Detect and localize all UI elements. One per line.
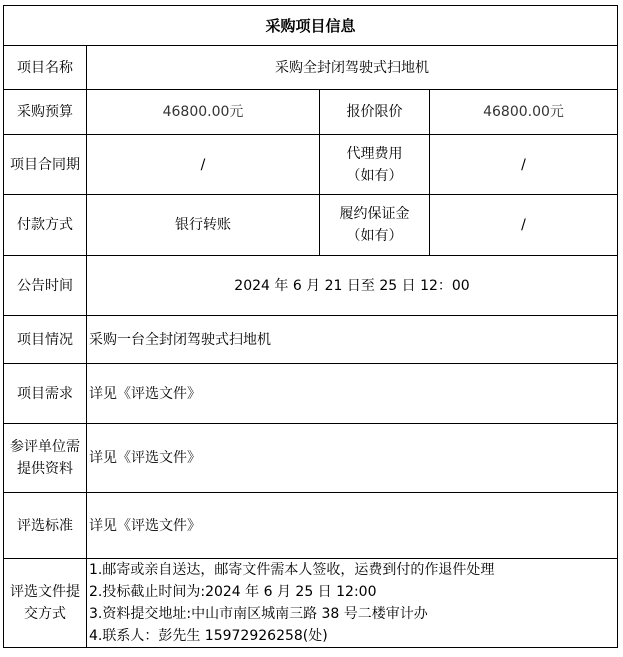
announcement-label: 公告时间 bbox=[4, 256, 87, 316]
project-situation-value: 采购一台全封闭驾驶式扫地机 bbox=[87, 316, 618, 364]
agency-fee-value: / bbox=[430, 135, 618, 195]
contract-period-label: 项目合同期 bbox=[4, 135, 87, 195]
payment-row bbox=[4, 195, 618, 256]
procurement-info-table bbox=[3, 5, 618, 648]
submission-line-4: 4.联系人：彭先生 15972926258(处) bbox=[89, 628, 328, 644]
participant-docs-label-line2: 提供资料 bbox=[17, 461, 73, 477]
agency-fee-label bbox=[320, 135, 430, 195]
announcement-value: 2024 年 6 月 21 日至 25 日 12：00 bbox=[87, 256, 618, 316]
project-requirements-value: 详见《评选文件》 bbox=[87, 364, 618, 424]
budget-value: 46800.00元 bbox=[87, 90, 320, 135]
agency-fee-label-line1: 代理费用 bbox=[346, 145, 403, 162]
budget-label: 采购预算 bbox=[4, 90, 87, 135]
project-name-label: 项目名称 bbox=[4, 46, 87, 90]
evaluation-standard-row bbox=[4, 493, 618, 559]
performance-bond-label bbox=[320, 195, 430, 256]
agency-fee-label-line2: （如有） bbox=[346, 167, 403, 184]
project-situation-row bbox=[4, 316, 618, 364]
title-row bbox=[4, 6, 618, 46]
submission-label-line2: 交方式 bbox=[24, 606, 66, 622]
project-requirements-label: 项目需求 bbox=[4, 364, 87, 424]
participant-docs-label bbox=[4, 424, 87, 493]
project-name-value: 采购全封闭驾驶式扫地机 bbox=[87, 46, 618, 90]
submission-label-line1: 评选文件提 bbox=[10, 584, 80, 600]
submission-line-1: 1.邮寄或亲自送达，邮寄文件需本人签收，运费到付的作退件处理 bbox=[89, 562, 495, 578]
announcement-row bbox=[4, 256, 618, 316]
table-title: 采购项目信息 bbox=[4, 6, 618, 46]
price-limit-value: 46800.00元 bbox=[430, 90, 618, 135]
performance-bond-label-line2: （如有） bbox=[346, 228, 403, 244]
evaluation-standard-label: 评选标准 bbox=[4, 493, 87, 559]
project-name-row bbox=[4, 46, 618, 90]
budget-row bbox=[4, 90, 618, 135]
project-requirements-row bbox=[4, 364, 618, 424]
submission-line-2: 2.投标截止时间为:2024 年 6 月 25 日 12:00 bbox=[89, 584, 377, 600]
project-situation-label: 项目情况 bbox=[4, 316, 87, 364]
contract-period-row bbox=[4, 135, 618, 195]
price-limit-label: 报价限价 bbox=[320, 90, 430, 135]
performance-bond-label-line1: 履约保证金 bbox=[339, 206, 410, 222]
submission-label bbox=[4, 559, 87, 648]
submission-line-3: 3.资料提交地址:中山市南区城南三路 38 号二楼审计办 bbox=[89, 606, 428, 622]
payment-value: 银行转账 bbox=[87, 195, 320, 256]
contract-period-value: / bbox=[87, 135, 320, 195]
payment-label: 付款方式 bbox=[4, 195, 87, 256]
performance-bond-value: / bbox=[430, 195, 618, 256]
evaluation-standard-value: 详见《评选文件》 bbox=[87, 493, 618, 559]
participant-docs-label-line1: 参评单位需 bbox=[10, 439, 80, 455]
submission-details bbox=[87, 559, 618, 648]
submission-row bbox=[4, 559, 618, 648]
participant-docs-value: 详见《评选文件》 bbox=[87, 424, 618, 493]
participant-docs-row bbox=[4, 424, 618, 493]
